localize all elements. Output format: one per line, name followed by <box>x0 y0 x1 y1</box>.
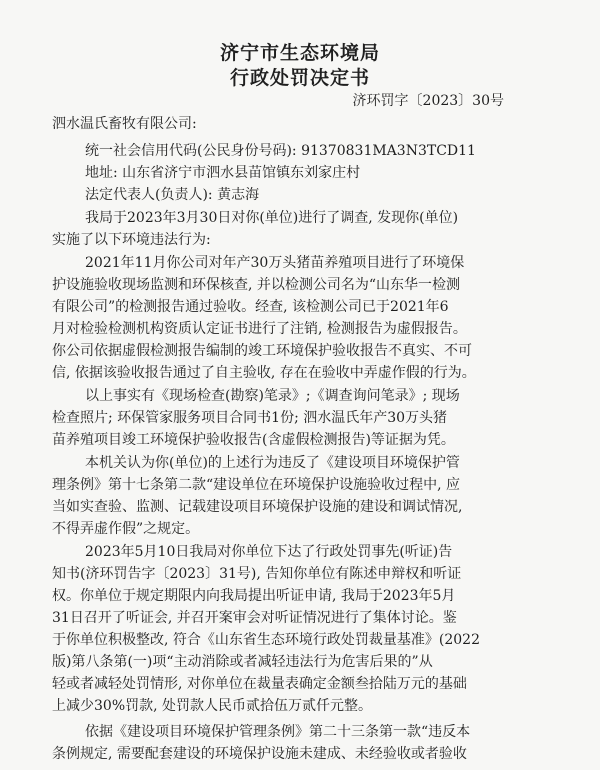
body-line: 本机关认为你(单位)的上述行为违反了《建设项目环境保护管 <box>85 455 460 471</box>
body-line: 轻或者减轻处罚情形, 对你单位在裁量表确定金额叁拾陆万元的基础 <box>52 676 467 692</box>
body-line: 条例规定, 需要配套建设的环境保护设施未建成、未经验收或者验收 <box>52 746 467 762</box>
body-line: 31日召开了听证会, 并召开案审会对听证情况进行了集体讨论。鉴 <box>52 610 457 626</box>
document-type-title: 行政处罚决定书 <box>229 67 370 89</box>
recipient-name: 泗水温氏畜牧有限公司: <box>52 116 197 132</box>
body-line: 于你单位积极整改, 符合《山东省生态环境行政处罚裁量基准》(2022 <box>52 632 480 648</box>
legal-representative: 法定代表人(负责人): 黄志海 <box>85 187 260 203</box>
document-number: 济环罚字〔2023〕30号 <box>352 93 504 109</box>
body-line: 你公司依据虚假检测报告编制的竣工环境保护验收报告不真实、不可 <box>52 343 472 359</box>
body-line: 有限公司”的检测报告通过验收。经查, 该检测公司已于2021年6 <box>52 299 449 315</box>
body-line: 版)第八条第(一)项“主动消除或者减轻违法行为危害后果的”从 <box>52 654 433 670</box>
body-line: 上减少30%罚款, 处罚款人民币贰拾伍万贰仟元整。 <box>52 698 373 714</box>
body-line: 2021年11月你公司对年产30万头猪苗养殖项目进行了环境保 <box>85 255 465 271</box>
credit-code: 统一社会信用代码(公民身份号码): 91370831MA3N3TCD11 <box>85 143 476 159</box>
body-line: 权。你单位于规定期限内向我局提出听证申请, 我局于2023年5月 <box>52 588 456 604</box>
body-line: 苗养殖项目竣工环境保护验收报告(含虚假检测报告)等证据为凭。 <box>52 432 455 448</box>
agency-title: 济宁市生态环境局 <box>219 42 380 64</box>
body-line: 不得弄虚作假”之规定。 <box>52 521 200 537</box>
body-line: 理条例》第十七条第二款“建设单位在环境保护设施验收过程中, 应 <box>52 477 461 493</box>
body-line: 依据《建设项目环境保护管理条例》第二十三条第一款“违反本 <box>85 724 471 740</box>
recipient-address: 地址: 山东省济宁市泗水县苗馆镇东刘家庄村 <box>85 165 361 181</box>
body-line: 月对检验检测机构资质认定证书进行了注销, 检测报告为虚假报告。 <box>52 321 467 337</box>
body-line: 实施了以下环境违法行为: <box>52 232 211 248</box>
body-line: 2023年5月10日我局对你单位下达了行政处罚事先(听证)告 <box>85 544 453 560</box>
body-line: 我局于2023年3月30日对你(单位)进行了调查, 发现你(单位) <box>85 210 459 226</box>
body-line: 知书(济环罚告字〔2023〕31号), 告知你单位有陈述申辩权和听证 <box>52 566 462 582</box>
body-line: 信, 依据该验收报告通过了自主验收, 存在在验收中弄虚作假的行为。 <box>52 365 476 381</box>
body-line: 当如实查验、监测、记载建设项目环境保护设施的建设和调试情况, <box>52 499 463 515</box>
body-line: 检查照片; 环保管家服务项目合同书1份; 泗水温氏年产30万头猪 <box>52 410 448 426</box>
body-line: 护设施验收现场监测和环保核查, 并以检测公司名为“山东华一检测 <box>52 277 461 293</box>
body-line: 以上事实有《现场检查(勘察)笔录》;《调查询问笔录》; 现场 <box>85 388 460 404</box>
